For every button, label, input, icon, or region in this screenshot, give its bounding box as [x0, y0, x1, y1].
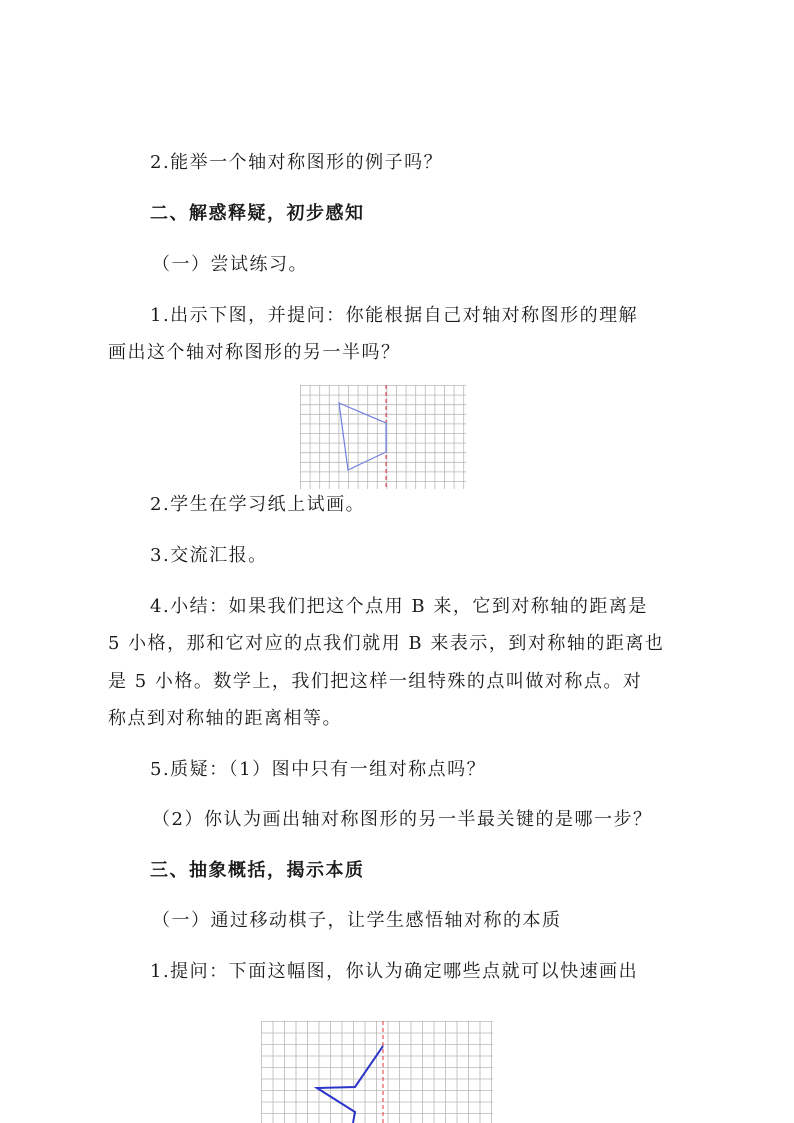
section-heading-2: 二、解惑释疑，初步感知 — [150, 203, 365, 224]
subheading-chess-pieces: （一）通过移动棋子，让学生感悟轴对称的本质 — [152, 910, 562, 931]
figure-1-grid-half-shape — [300, 385, 466, 489]
paragraph-4-line-1: 4.小结：如果我们把这个点用 B 来，它到对称轴的距离是 — [150, 596, 648, 617]
subheading-trial-practice: （一）尝试练习。 — [152, 254, 308, 275]
paragraph-5-question-2: （2）你认为画出轴对称图形的另一半最关键的是哪一步？ — [152, 809, 653, 830]
paragraph-4-line-4: 称点到对称轴的距离相等。 — [108, 708, 342, 729]
section-heading-3: 三、抽象概括，揭示本质 — [150, 860, 365, 881]
paragraph-1-line-2: 画出这个轴对称图形的另一半吗？ — [108, 342, 401, 363]
paragraph-6-line-1: 1.提问：下面这幅图，你认为确定哪些点就可以快速画出 — [150, 961, 639, 982]
figure-1-half-shape — [339, 403, 386, 470]
figure-2-half-star — [317, 1046, 383, 1123]
paragraph-4-line-3: 是 5 小格。数学上，我们把这样一组特殊的点叫做对称点。对 — [108, 671, 643, 692]
paragraph-1-line-1: 1.出示下图，并提问：你能根据自己对轴对称图形的理解 — [150, 305, 639, 326]
paragraph-5-question-1: 5.质疑：（1）图中只有一组对称点吗？ — [150, 759, 487, 780]
paragraph-2: 2.学生在学习纸上试画。 — [150, 494, 366, 515]
figure-2-grid — [261, 1021, 493, 1123]
paragraph-4-line-2: 5 小格，那和它对应的点我们就用 B 来表示，到对称轴的距离也 — [108, 633, 665, 654]
figure-2-grid-half-star — [261, 1021, 493, 1123]
figure-1-grid — [300, 385, 466, 489]
paragraph-3: 3.交流汇报。 — [150, 545, 268, 566]
question-2: 2.能举一个轴对称图形的例子吗？ — [150, 152, 444, 173]
